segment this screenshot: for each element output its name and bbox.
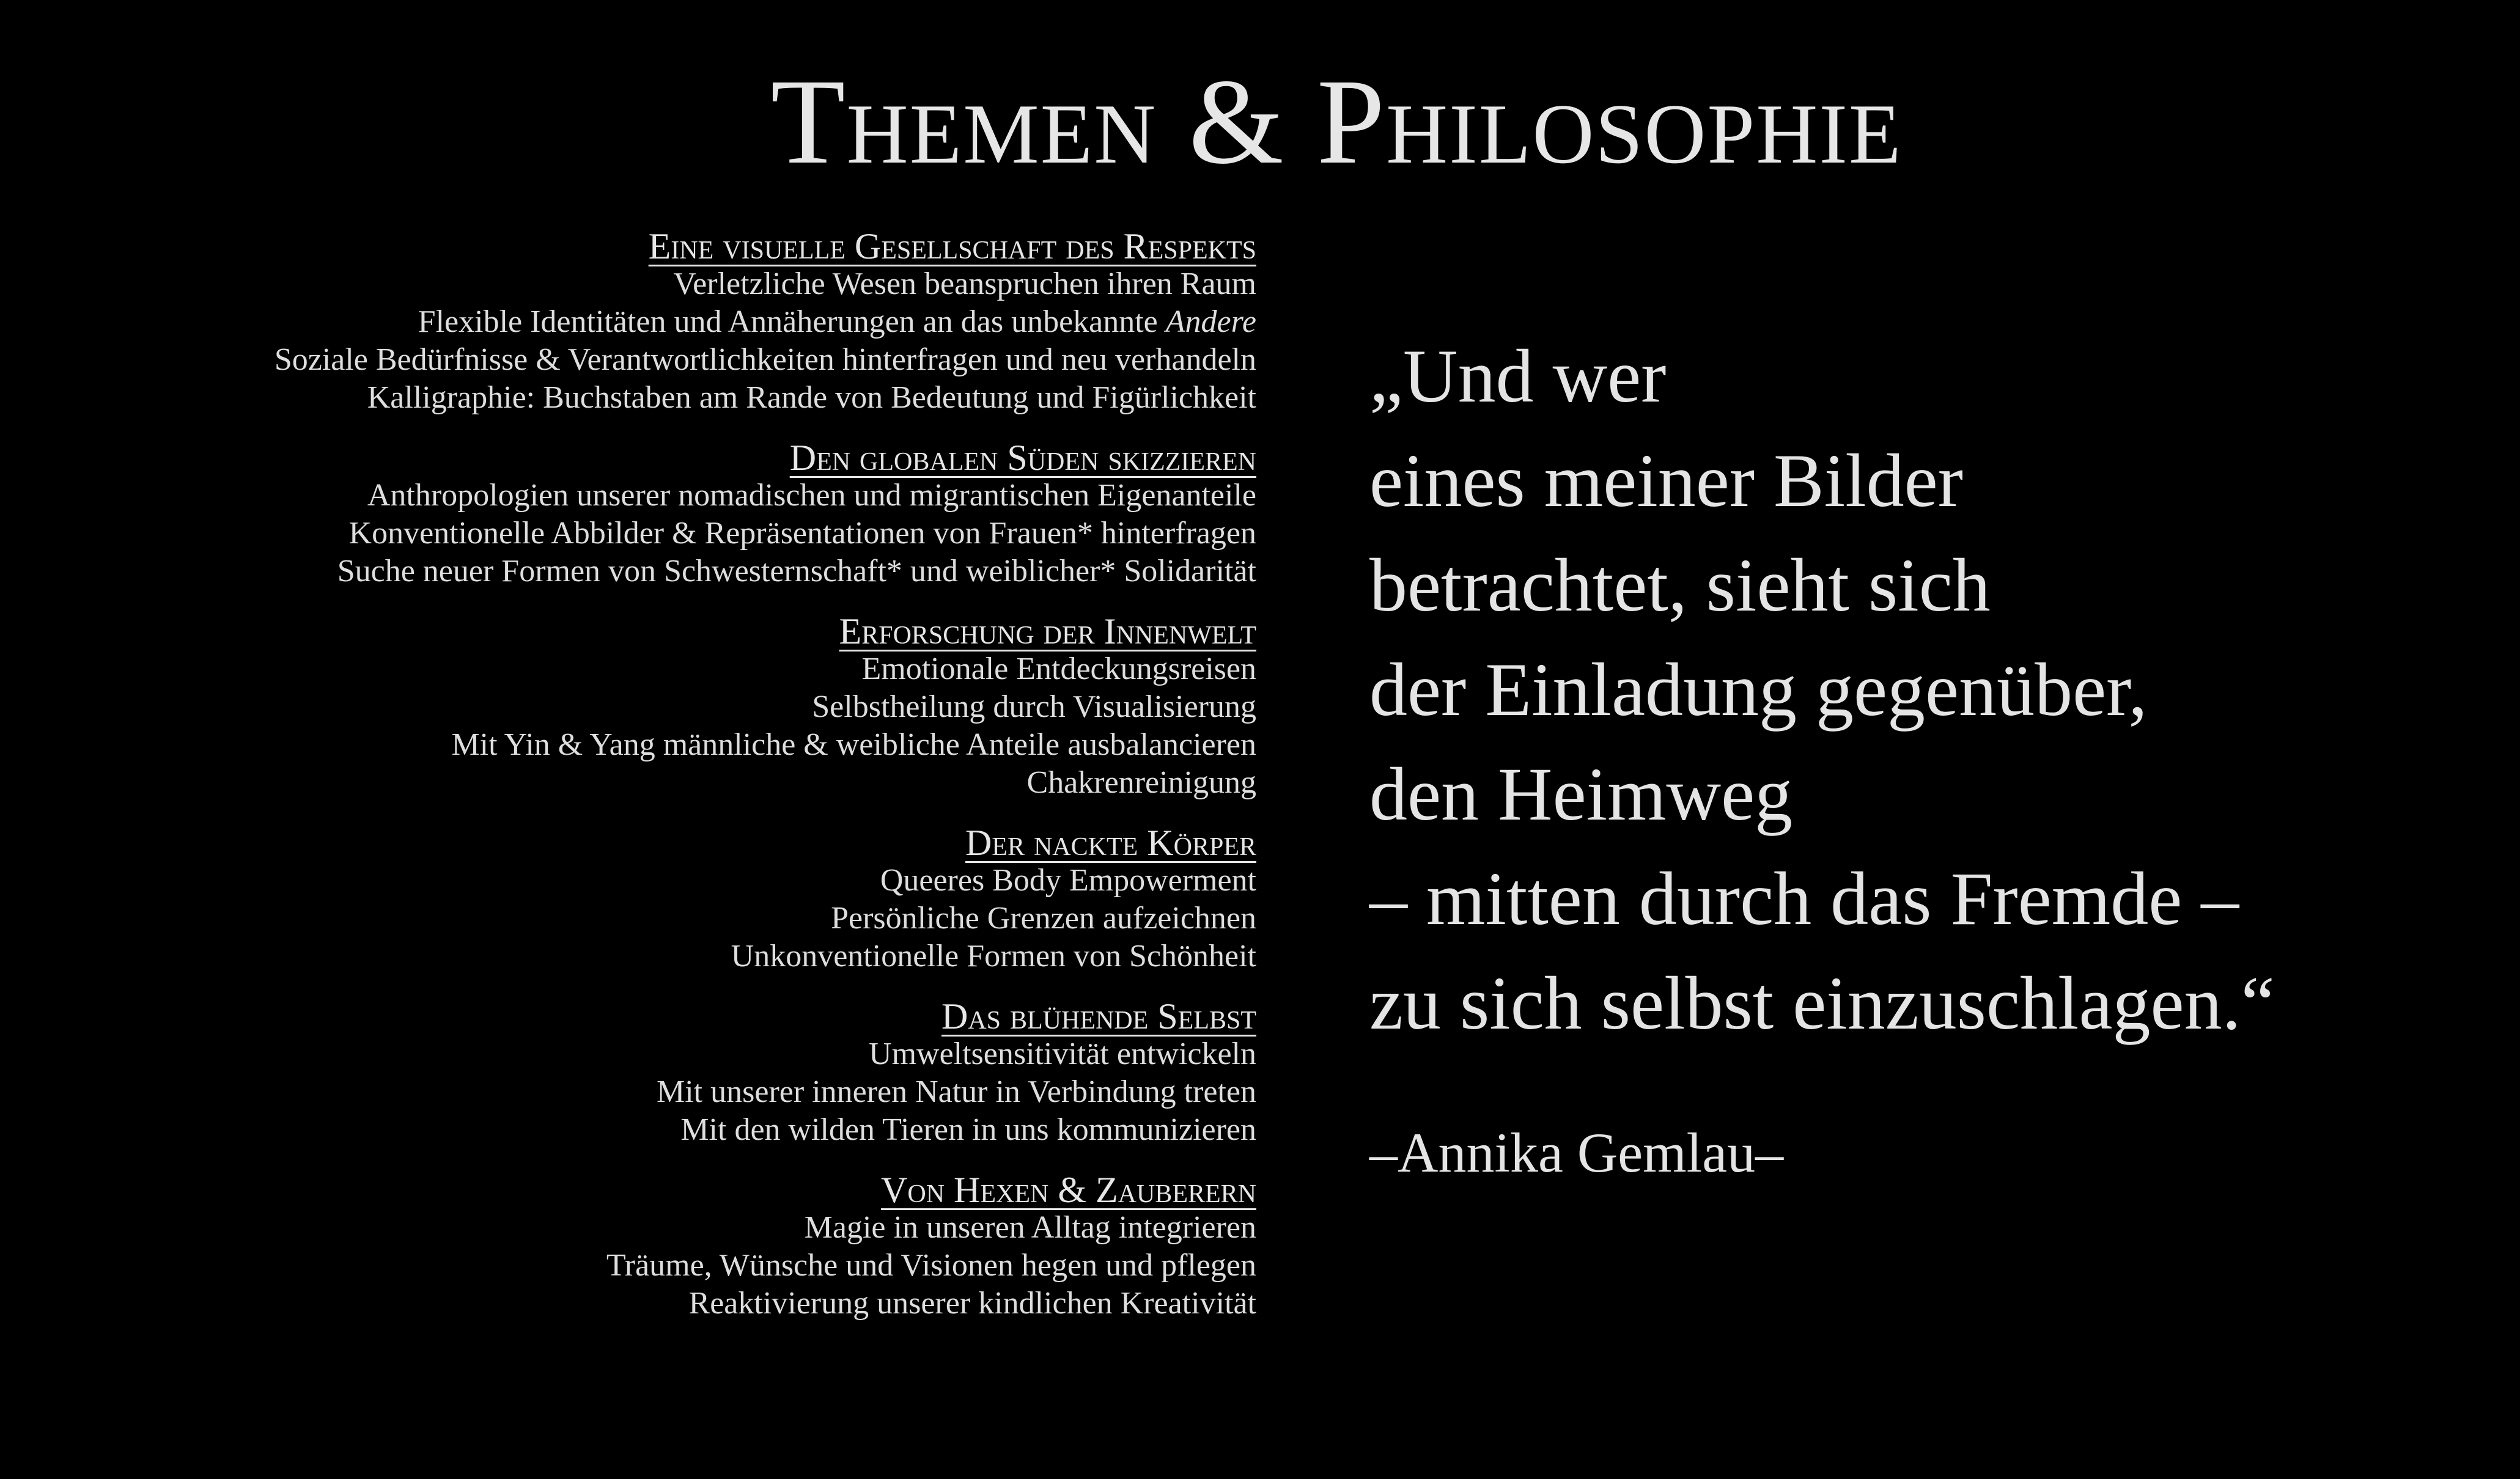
- theme-line: [34, 303, 1256, 341]
- quote-block: [1369, 324, 2500, 1055]
- theme-heading: Das blühende Selbst: [941, 996, 1256, 1037]
- theme-heading: Den globalen Süden skizzieren: [789, 438, 1256, 478]
- theme-heading: Eine visuelle Gesellschaft des Respekts: [648, 226, 1256, 266]
- theme-section: [34, 227, 1256, 417]
- theme-line: Soziale Bedürfnisse & Verantwortlichkeiten hinterfragen und neu verhandeln: [274, 342, 1256, 377]
- theme-line: Mit den wilden Tieren in uns kommunizieren: [680, 1112, 1256, 1147]
- page-title: Themen & Philosophie: [770, 54, 1903, 189]
- theme-line: Queeres Body Empowerment: [880, 863, 1256, 898]
- quote-line: eines meiner Bilder: [1369, 439, 1963, 523]
- theme-line: Persönliche Grenzen aufzeichnen: [831, 901, 1256, 936]
- theme-line: Emotionale Entdeckungsreisen: [861, 651, 1256, 686]
- theme-heading: Erforschung der Innenwelt: [839, 611, 1256, 651]
- theme-line: Selbstheilung durch Visualisierung: [812, 689, 1256, 724]
- quote-line: der Einladung gegenüber,: [1369, 648, 2148, 732]
- theme-line: Anthropologien unserer nomadischen und migrantischen Eigenanteile: [367, 478, 1256, 513]
- quote-line: den Heimweg: [1369, 752, 1793, 836]
- theme-line: Umweltsensitivität entwickeln: [869, 1037, 1256, 1071]
- theme-section: [34, 439, 1256, 590]
- quote-line: – mitten durch das Fremde –: [1369, 857, 2239, 941]
- theme-line: Kalligraphie: Buchstaben am Rande von Bedeutung und Figürlichkeit: [367, 380, 1256, 415]
- quote-line: „Und wer: [1369, 334, 1667, 418]
- theme-section: [34, 997, 1256, 1149]
- quote-author: –Annika Gemlau–: [1369, 1121, 1784, 1184]
- theme-line: Mit Yin & Yang männliche & weibliche Anteile ausbalancieren: [451, 727, 1256, 762]
- theme-section: [34, 612, 1256, 802]
- theme-line: Verletzliche Wesen beanspruchen ihren Raum: [673, 266, 1256, 301]
- theme-line: Chakrenreinigung: [1026, 765, 1256, 800]
- theme-line-emphasis: Andere: [1165, 304, 1256, 339]
- theme-line: Mit unserer inneren Natur in Verbindung treten: [657, 1074, 1256, 1109]
- theme-line: Magie in unseren Alltag integrieren: [804, 1210, 1256, 1245]
- theme-line: Träume, Wünsche und Visionen hegen und pflegen: [606, 1248, 1256, 1283]
- theme-section: [34, 1171, 1256, 1323]
- theme-heading: Der nackte Körper: [965, 823, 1256, 863]
- theme-line: Unkonventionelle Formen von Schönheit: [731, 939, 1256, 974]
- theme-line: Konventionelle Abbilder & Repräsentationen von Frauen* hinterfragen: [348, 516, 1256, 551]
- theme-line: Reaktivierung unserer kindlichen Kreativität: [688, 1286, 1256, 1321]
- theme-line: Suche neuer Formen von Schwesternschaft* und weiblicher* Solidarität: [337, 554, 1256, 589]
- quote-line: betrachtet, sieht sich: [1369, 543, 1991, 627]
- themes-list: [34, 227, 1256, 1345]
- theme-heading: Von Hexen & Zauberern: [881, 1170, 1256, 1210]
- theme-section: [34, 824, 1256, 975]
- theme-line-text: Flexible Identitäten und Annäherungen an das unbekannte: [418, 304, 1158, 339]
- quote-line: zu sich selbst einzuschlagen.“: [1369, 961, 2275, 1045]
